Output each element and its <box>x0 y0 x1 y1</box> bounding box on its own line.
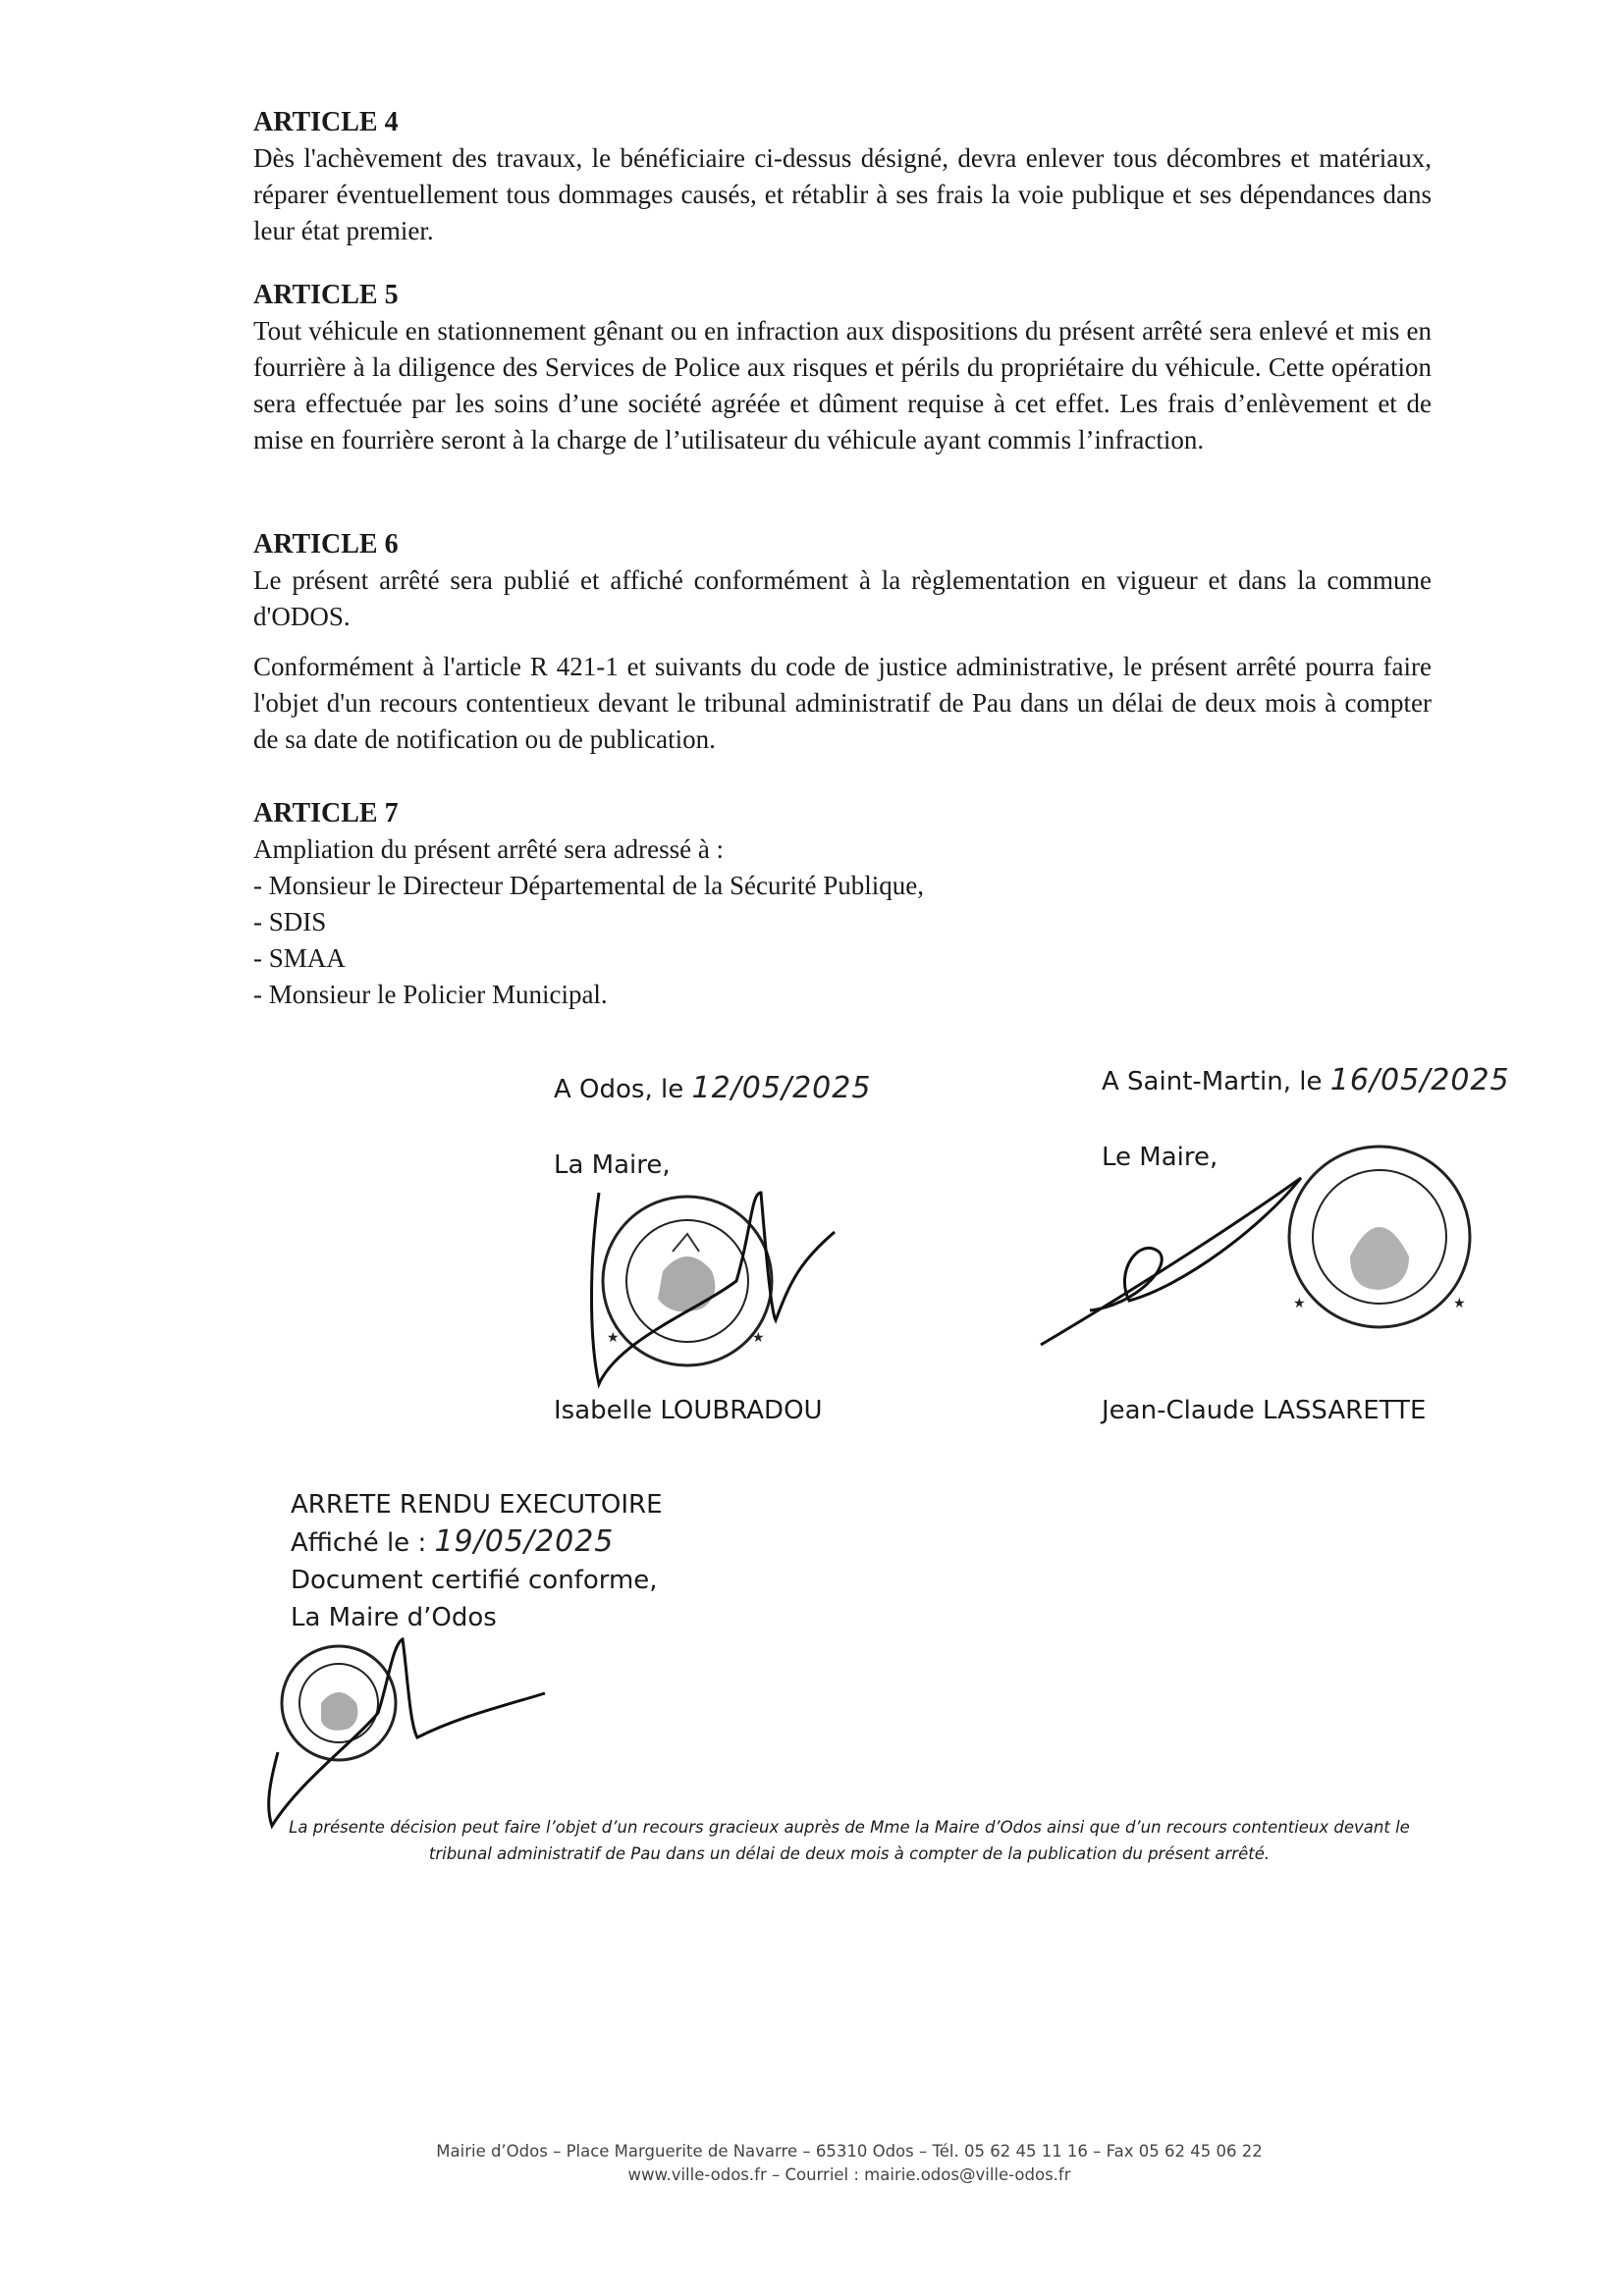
article-heading: ARTICLE 4 <box>253 107 399 137</box>
signature-place: A Saint-Martin, le <box>1102 1067 1323 1096</box>
footer-address: Mairie d’Odos – Place Marguerite de Navarre – 65310 Odos – Tél. 05 62 45 11 16 – Fax 05 62 45 06 22 <box>436 2142 1263 2161</box>
article-paragraph: Conformément à l'article R 421-1 et suivants du code de justice administrative, le présent arrêté pourra faire l'objet d'un recours contentieux devant le tribunal administratif de Pau dans un délai de deux mois à compter de sa date de notification ou de publication. <box>253 652 1432 754</box>
svg-text:★: ★ <box>752 1330 765 1346</box>
recipient-item: - Monsieur le Directeur Départemental de la Sécurité Publique, <box>253 871 925 900</box>
executoire-title: ARRETE RENDU EXECUTOIRE <box>291 1490 663 1520</box>
footer-contact: www.ville-odos.fr – Courriel : mairie.odos@ville-odos.fr <box>627 2165 1071 2184</box>
article-heading: ARTICLE 6 <box>253 529 399 560</box>
notice-line: La présente décision peut faire l’objet d’un recours gracieux auprès de Mme la Maire d’Odos ainsi que d’un recours contentieux devant le <box>289 1818 1410 1837</box>
article-4 <box>253 104 1432 249</box>
signature-title: La Maire, <box>554 1150 671 1180</box>
odos-seal-and-signature <box>579 1173 874 1389</box>
signature-name: Jean-Claude LASSARETTE <box>1102 1396 1427 1425</box>
page-footer <box>245 2140 1453 2187</box>
recipients-intro: Ampliation du présent arrêté sera adressé à : <box>253 834 725 864</box>
saint-martin-seal-and-signature <box>1036 1139 1488 1355</box>
executoire-posted <box>291 1523 663 1562</box>
svg-text:★: ★ <box>1293 1296 1306 1311</box>
executoire-signatory: La Maire d’Odos <box>291 1603 497 1632</box>
recipient-item: - SMAA <box>253 943 346 973</box>
article-heading: ARTICLE 7 <box>253 798 399 828</box>
article-6 <box>253 526 1432 758</box>
article-7 <box>253 795 1432 1013</box>
recipient-item: - Monsieur le Policier Municipal. <box>253 980 608 1009</box>
posted-label: Affiché le : <box>291 1528 427 1558</box>
signature-title: Le Maire, <box>1102 1143 1218 1172</box>
recipient-item: - SDIS <box>253 907 327 936</box>
svg-text:★: ★ <box>607 1330 620 1346</box>
article-paragraph: Tout véhicule en stationnement gênant ou en infraction aux dispositions du présent arrêté sera enlevé et mis en fourrière à la diligence des Services de Police aux risques et périls du propriétaire du véhicule. Cette opération sera effectuée par les soins d’une société agréée et dûment requise à cet effet. Les frais d’enlèvement et de mise en fourrière seront à la charge de l’utilisateur du véhicule ayant commis l’infraction. <box>253 316 1432 454</box>
article-heading: ARTICLE 5 <box>253 280 399 310</box>
article-5 <box>253 277 1432 458</box>
notice-line: tribunal administratif de Pau dans un délai de deux mois à compter de la publication du présent arrêté. <box>428 1844 1271 1863</box>
svg-text:★: ★ <box>1453 1296 1466 1311</box>
signature-name: Isabelle LOUBRADOU <box>554 1396 823 1425</box>
article-paragraph: Dès l'achèvement des travaux, le bénéficiaire ci-dessus désigné, devra enlever tous décombres et matériaux, réparer éventuellement tous dommages causés, et rétablir à ses frais la voie publique et ses dépendances dans leur état premier. <box>253 143 1432 245</box>
signature-place: A Odos, le <box>554 1075 684 1104</box>
executoire-block <box>291 1486 663 1636</box>
executoire-seal-and-signature <box>260 1634 555 1831</box>
posted-date-handwritten: 19/05/2025 <box>434 1524 615 1559</box>
executoire-certified: Document certifié conforme, <box>291 1566 658 1595</box>
recourse-notice <box>245 1814 1453 1867</box>
signature-block-odos <box>554 1072 871 1106</box>
signature-date-handwritten: 12/05/2025 <box>691 1071 872 1105</box>
signature-block-saint-martin <box>1102 1064 1510 1098</box>
signature-date-handwritten: 16/05/2025 <box>1329 1063 1510 1097</box>
article-paragraph: Le présent arrêté sera publié et affiché conformément à la règlementation en vigueur et dans la commune d'ODOS. <box>253 565 1432 631</box>
